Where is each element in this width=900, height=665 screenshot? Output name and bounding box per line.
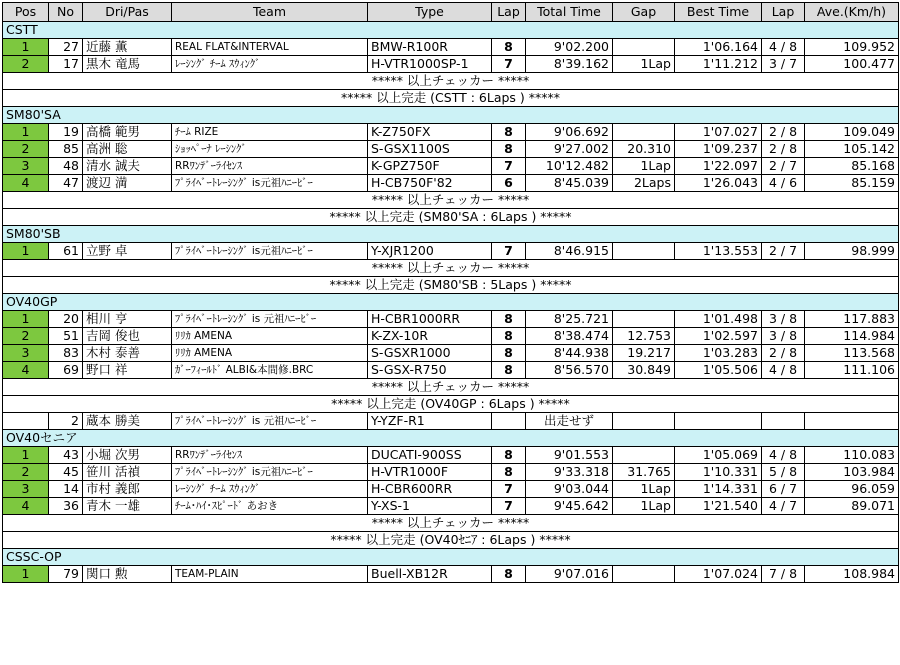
driver-cell: 立野 卓 xyxy=(83,243,172,260)
team-cell: ﾌﾟﾗｲﾍﾞｰﾄﾚｰｼﾝｸﾞ is元祖ﾊﾆｰﾋﾞｰ xyxy=(172,243,368,260)
note-row xyxy=(3,260,899,277)
position-cell: 2 xyxy=(3,56,49,73)
laps-cell: 6 xyxy=(492,175,526,192)
position-cell: 2 xyxy=(3,328,49,345)
number-cell: 47 xyxy=(49,175,83,192)
number-cell: 83 xyxy=(49,345,83,362)
number-cell: 51 xyxy=(49,328,83,345)
total-time-cell: 8'46.915 xyxy=(526,243,613,260)
table-row xyxy=(3,56,899,73)
gap-cell xyxy=(613,447,675,464)
gap-cell: 1Lap xyxy=(613,158,675,175)
type-cell: Y-YZF-R1 xyxy=(368,413,492,430)
note-text: ***** 以上完走 (OV40GP : 6Laps ) ***** xyxy=(3,396,899,413)
type-cell: Y-XJR1200 xyxy=(368,243,492,260)
driver-cell: 相川 亨 xyxy=(83,311,172,328)
gap-cell xyxy=(613,566,675,583)
team-cell: ﾌﾟﾗｲﾍﾞｰﾄﾚｰｼﾝｸﾞ is 元祖ﾊﾆｰﾋﾞｰ xyxy=(172,311,368,328)
number-cell: 14 xyxy=(49,481,83,498)
total-time-cell: 9'02.200 xyxy=(526,39,613,56)
position-cell: 1 xyxy=(3,39,49,56)
best-time-cell xyxy=(675,413,762,430)
driver-cell: 渡辺 満 xyxy=(83,175,172,192)
best-lap-cell: 4 / 8 xyxy=(762,39,805,56)
position-cell: 4 xyxy=(3,175,49,192)
best-time-cell: 1'26.043 xyxy=(675,175,762,192)
best-time-cell: 1'11.212 xyxy=(675,56,762,73)
laps-cell: 7 xyxy=(492,243,526,260)
type-cell: Y-XS-1 xyxy=(368,498,492,515)
average-speed-cell: 103.984 xyxy=(805,464,899,481)
col-best-time: Best Time xyxy=(675,3,762,22)
total-time-cell: 9'45.642 xyxy=(526,498,613,515)
driver-cell: 蔵本 勝美 xyxy=(83,413,172,430)
team-cell: REAL FLAT&INTERVAL xyxy=(172,39,368,56)
number-cell: 61 xyxy=(49,243,83,260)
table-row xyxy=(3,39,899,56)
position-cell: 3 xyxy=(3,345,49,362)
laps-cell xyxy=(492,413,526,430)
type-cell: K-Z750FX xyxy=(368,124,492,141)
number-cell: 2 xyxy=(49,413,83,430)
col-team: Team xyxy=(172,3,368,22)
total-time-cell: 9'33.318 xyxy=(526,464,613,481)
best-lap-cell: 2 / 8 xyxy=(762,345,805,362)
note-row xyxy=(3,379,899,396)
type-cell: S-GSX-R750 xyxy=(368,362,492,379)
position-cell: 4 xyxy=(3,362,49,379)
laps-cell: 8 xyxy=(492,328,526,345)
team-cell: ﾘﾘｶ AMENA xyxy=(172,328,368,345)
number-cell: 79 xyxy=(49,566,83,583)
driver-cell: 吉岡 俊也 xyxy=(83,328,172,345)
type-cell: S-GSX1100S xyxy=(368,141,492,158)
table-row xyxy=(3,243,899,260)
laps-cell: 7 xyxy=(492,481,526,498)
average-speed-cell: 98.999 xyxy=(805,243,899,260)
note-text: ***** 以上完走 (SM80'SB : 5Laps ) ***** xyxy=(3,277,899,294)
best-time-cell: 1'13.553 xyxy=(675,243,762,260)
team-cell: ｼｮｯﾍﾟｰﾅ ﾚｰｼﾝｸﾞ xyxy=(172,141,368,158)
col-total-time: Total Time xyxy=(526,3,613,22)
laps-cell: 7 xyxy=(492,158,526,175)
best-time-cell: 1'03.283 xyxy=(675,345,762,362)
best-lap-cell: 6 / 7 xyxy=(762,481,805,498)
total-time-cell: 9'07.016 xyxy=(526,566,613,583)
best-lap-cell: 3 / 7 xyxy=(762,56,805,73)
table-row xyxy=(3,311,899,328)
best-lap-cell: 7 / 8 xyxy=(762,566,805,583)
status-cell: 出走せず xyxy=(526,413,613,430)
gap-cell: 1Lap xyxy=(613,56,675,73)
team-cell: ﾁｰﾑ RIZE xyxy=(172,124,368,141)
note-row xyxy=(3,396,899,413)
type-cell: H-CBR600RR xyxy=(368,481,492,498)
category-row xyxy=(3,226,899,243)
gap-cell: 12.753 xyxy=(613,328,675,345)
position-cell: 3 xyxy=(3,481,49,498)
laps-cell: 8 xyxy=(492,566,526,583)
number-cell: 69 xyxy=(49,362,83,379)
best-time-cell: 1'21.540 xyxy=(675,498,762,515)
driver-cell: 清水 誠夫 xyxy=(83,158,172,175)
gap-cell: 31.765 xyxy=(613,464,675,481)
gap-cell xyxy=(613,124,675,141)
best-time-cell: 1'02.597 xyxy=(675,328,762,345)
laps-cell: 8 xyxy=(492,124,526,141)
average-speed-cell: 108.984 xyxy=(805,566,899,583)
average-speed-cell: 100.477 xyxy=(805,56,899,73)
best-lap-cell: 2 / 8 xyxy=(762,124,805,141)
position-cell: 2 xyxy=(3,141,49,158)
number-cell: 48 xyxy=(49,158,83,175)
gap-cell xyxy=(613,413,675,430)
gap-cell xyxy=(613,311,675,328)
note-text: ***** 以上チェッカー ***** xyxy=(3,379,899,396)
team-cell: ﾌﾟﾗｲﾍﾞｰﾄﾚｰｼﾝｸﾞ is元祖ﾊﾆｰﾋﾞｰ xyxy=(172,464,368,481)
best-lap-cell: 4 / 8 xyxy=(762,447,805,464)
type-cell: H-CBR1000RR xyxy=(368,311,492,328)
laps-cell: 8 xyxy=(492,447,526,464)
best-lap-cell: 2 / 7 xyxy=(762,243,805,260)
average-speed-cell: 113.568 xyxy=(805,345,899,362)
driver-cell: 野口 祥 xyxy=(83,362,172,379)
gap-cell xyxy=(613,39,675,56)
driver-cell: 高橋 範男 xyxy=(83,124,172,141)
driver-cell: 関口 勲 xyxy=(83,566,172,583)
category-row xyxy=(3,107,899,124)
dns-row xyxy=(3,413,899,430)
best-time-cell: 1'22.097 xyxy=(675,158,762,175)
number-cell: 36 xyxy=(49,498,83,515)
team-cell: ｶﾞｰﾌｨｰﾙﾄﾞ ALBI&本間修.BRC xyxy=(172,362,368,379)
category-name: OV40セニア xyxy=(3,430,899,447)
best-time-cell: 1'05.069 xyxy=(675,447,762,464)
table-row xyxy=(3,481,899,498)
category-name: CSTT xyxy=(3,22,899,39)
table-row xyxy=(3,566,899,583)
laps-cell: 8 xyxy=(492,464,526,481)
position-cell: 1 xyxy=(3,311,49,328)
col-lap: Lap xyxy=(492,3,526,22)
driver-cell: 木村 泰善 xyxy=(83,345,172,362)
driver-cell: 小堀 次男 xyxy=(83,447,172,464)
note-text: ***** 以上完走 (OV40ｾﾆｱ : 6Laps ) ***** xyxy=(3,532,899,549)
type-cell: H-VTR1000F xyxy=(368,464,492,481)
best-lap-cell: 5 / 8 xyxy=(762,464,805,481)
col-gap: Gap xyxy=(613,3,675,22)
total-time-cell: 8'38.474 xyxy=(526,328,613,345)
laps-cell: 8 xyxy=(492,39,526,56)
best-lap-cell xyxy=(762,413,805,430)
table-row xyxy=(3,158,899,175)
total-time-cell: 8'45.039 xyxy=(526,175,613,192)
table-row xyxy=(3,328,899,345)
laps-cell: 8 xyxy=(492,362,526,379)
number-cell: 85 xyxy=(49,141,83,158)
team-cell: ﾁｰﾑ･ﾊｲ･ｽﾋﾟｰﾄﾞ あおき xyxy=(172,498,368,515)
best-lap-cell: 3 / 8 xyxy=(762,311,805,328)
driver-cell: 近藤 薫 xyxy=(83,39,172,56)
total-time-cell: 10'12.482 xyxy=(526,158,613,175)
average-speed-cell: 109.049 xyxy=(805,124,899,141)
team-cell: RRﾜﾝﾃﾞｰﾗｲｾﾝｽ xyxy=(172,447,368,464)
best-time-cell: 1'06.164 xyxy=(675,39,762,56)
total-time-cell: 9'03.044 xyxy=(526,481,613,498)
note-row xyxy=(3,209,899,226)
type-cell: Buell-XB12R xyxy=(368,566,492,583)
laps-cell: 8 xyxy=(492,345,526,362)
note-text: ***** 以上チェッカー ***** xyxy=(3,515,899,532)
gap-cell: 30.849 xyxy=(613,362,675,379)
header-row xyxy=(3,3,899,22)
category-name: SM80'SA xyxy=(3,107,899,124)
note-row xyxy=(3,73,899,90)
position-cell: 1 xyxy=(3,124,49,141)
note-text: ***** 以上完走 (CSTT : 6Laps ) ***** xyxy=(3,90,899,107)
team-cell: ﾌﾟﾗｲﾍﾞｰﾄﾚｰｼﾝｸﾞ is元祖ﾊﾆｰﾋﾞｰ xyxy=(172,175,368,192)
gap-cell: 1Lap xyxy=(613,481,675,498)
best-time-cell: 1'14.331 xyxy=(675,481,762,498)
col-best-lap: Lap xyxy=(762,3,805,22)
table-row xyxy=(3,345,899,362)
best-lap-cell: 4 / 6 xyxy=(762,175,805,192)
average-speed-cell: 89.071 xyxy=(805,498,899,515)
table-row xyxy=(3,464,899,481)
team-cell: RRﾜﾝﾃﾞｰﾗｲｾﾝｽ xyxy=(172,158,368,175)
driver-cell: 黒木 竜馬 xyxy=(83,56,172,73)
results-table xyxy=(2,2,899,583)
table-row xyxy=(3,175,899,192)
gap-cell: 1Lap xyxy=(613,498,675,515)
type-cell: K-GPZ750F xyxy=(368,158,492,175)
category-name: SM80'SB xyxy=(3,226,899,243)
type-cell: BMW-R100R xyxy=(368,39,492,56)
position-cell: 1 xyxy=(3,566,49,583)
note-row xyxy=(3,277,899,294)
average-speed-cell: 114.984 xyxy=(805,328,899,345)
table-row xyxy=(3,124,899,141)
note-row xyxy=(3,515,899,532)
type-cell: S-GSXR1000 xyxy=(368,345,492,362)
team-cell: TEAM-PLAIN xyxy=(172,566,368,583)
best-time-cell: 1'01.498 xyxy=(675,311,762,328)
total-time-cell: 9'06.692 xyxy=(526,124,613,141)
total-time-cell: 8'44.938 xyxy=(526,345,613,362)
position-cell: 1 xyxy=(3,447,49,464)
number-cell: 27 xyxy=(49,39,83,56)
number-cell: 19 xyxy=(49,124,83,141)
number-cell: 17 xyxy=(49,56,83,73)
best-lap-cell: 3 / 8 xyxy=(762,328,805,345)
table-row xyxy=(3,141,899,158)
gap-cell: 2Laps xyxy=(613,175,675,192)
gap-cell: 20.310 xyxy=(613,141,675,158)
note-text: ***** 以上チェッカー ***** xyxy=(3,73,899,90)
number-cell: 43 xyxy=(49,447,83,464)
laps-cell: 8 xyxy=(492,311,526,328)
category-row xyxy=(3,430,899,447)
table-row xyxy=(3,447,899,464)
position-cell: 1 xyxy=(3,243,49,260)
type-cell: H-VTR1000SP-1 xyxy=(368,56,492,73)
average-speed-cell: 85.159 xyxy=(805,175,899,192)
team-cell: ﾘﾘｶ AMENA xyxy=(172,345,368,362)
average-speed-cell: 111.106 xyxy=(805,362,899,379)
driver-cell: 青木 一雄 xyxy=(83,498,172,515)
driver-cell: 高洲 聡 xyxy=(83,141,172,158)
average-speed-cell: 105.142 xyxy=(805,141,899,158)
best-time-cell: 1'10.331 xyxy=(675,464,762,481)
total-time-cell: 8'56.570 xyxy=(526,362,613,379)
team-cell: ﾌﾟﾗｲﾍﾞｰﾄﾚｰｼﾝｸﾞ is 元祖ﾊﾆｰﾋﾞｰ xyxy=(172,413,368,430)
best-lap-cell: 4 / 8 xyxy=(762,362,805,379)
number-cell: 20 xyxy=(49,311,83,328)
table-row xyxy=(3,498,899,515)
table-row xyxy=(3,362,899,379)
average-speed-cell: 110.083 xyxy=(805,447,899,464)
col-driver: Dri/Pas xyxy=(83,3,172,22)
driver-cell: 笹川 活禎 xyxy=(83,464,172,481)
position-cell: 4 xyxy=(3,498,49,515)
col-type: Type xyxy=(368,3,492,22)
type-cell: DUCATI-900SS xyxy=(368,447,492,464)
category-name: CSSC-OP xyxy=(3,549,899,566)
category-row xyxy=(3,22,899,39)
team-cell: ﾚｰｼﾝｸﾞ ﾁｰﾑ ｽｳｨﾝｸﾞ xyxy=(172,481,368,498)
col-pos: Pos xyxy=(3,3,49,22)
team-cell: ﾚｰｼﾝｸﾞ ﾁｰﾑ ｽｳｨﾝｸﾞ xyxy=(172,56,368,73)
total-time-cell: 9'27.002 xyxy=(526,141,613,158)
best-time-cell: 1'05.506 xyxy=(675,362,762,379)
best-lap-cell: 2 / 8 xyxy=(762,141,805,158)
note-row xyxy=(3,90,899,107)
note-row xyxy=(3,532,899,549)
average-speed-cell: 117.883 xyxy=(805,311,899,328)
results-body xyxy=(3,22,899,583)
total-time-cell: 8'25.721 xyxy=(526,311,613,328)
laps-cell: 7 xyxy=(492,56,526,73)
category-row xyxy=(3,549,899,566)
best-time-cell: 1'07.024 xyxy=(675,566,762,583)
note-text: ***** 以上完走 (SM80'SA : 6Laps ) ***** xyxy=(3,209,899,226)
best-lap-cell: 4 / 7 xyxy=(762,498,805,515)
gap-cell: 19.217 xyxy=(613,345,675,362)
position-cell: 3 xyxy=(3,158,49,175)
position-cell xyxy=(3,413,49,430)
note-text: ***** 以上チェッカー ***** xyxy=(3,192,899,209)
total-time-cell: 9'01.553 xyxy=(526,447,613,464)
note-row xyxy=(3,192,899,209)
type-cell: K-ZX-10R xyxy=(368,328,492,345)
best-lap-cell: 2 / 7 xyxy=(762,158,805,175)
average-speed-cell: 85.168 xyxy=(805,158,899,175)
category-row xyxy=(3,294,899,311)
col-average: Ave.(Km/h) xyxy=(805,3,899,22)
note-text: ***** 以上チェッカー ***** xyxy=(3,260,899,277)
driver-cell: 市村 義郎 xyxy=(83,481,172,498)
average-speed-cell: 109.952 xyxy=(805,39,899,56)
laps-cell: 7 xyxy=(492,498,526,515)
average-speed-cell: 96.059 xyxy=(805,481,899,498)
category-name: OV40GP xyxy=(3,294,899,311)
best-time-cell: 1'09.237 xyxy=(675,141,762,158)
laps-cell: 8 xyxy=(492,141,526,158)
type-cell: H-CB750F'82 xyxy=(368,175,492,192)
average-speed-cell xyxy=(805,413,899,430)
gap-cell xyxy=(613,243,675,260)
total-time-cell: 8'39.162 xyxy=(526,56,613,73)
number-cell: 45 xyxy=(49,464,83,481)
position-cell: 2 xyxy=(3,464,49,481)
col-no: No xyxy=(49,3,83,22)
best-time-cell: 1'07.027 xyxy=(675,124,762,141)
